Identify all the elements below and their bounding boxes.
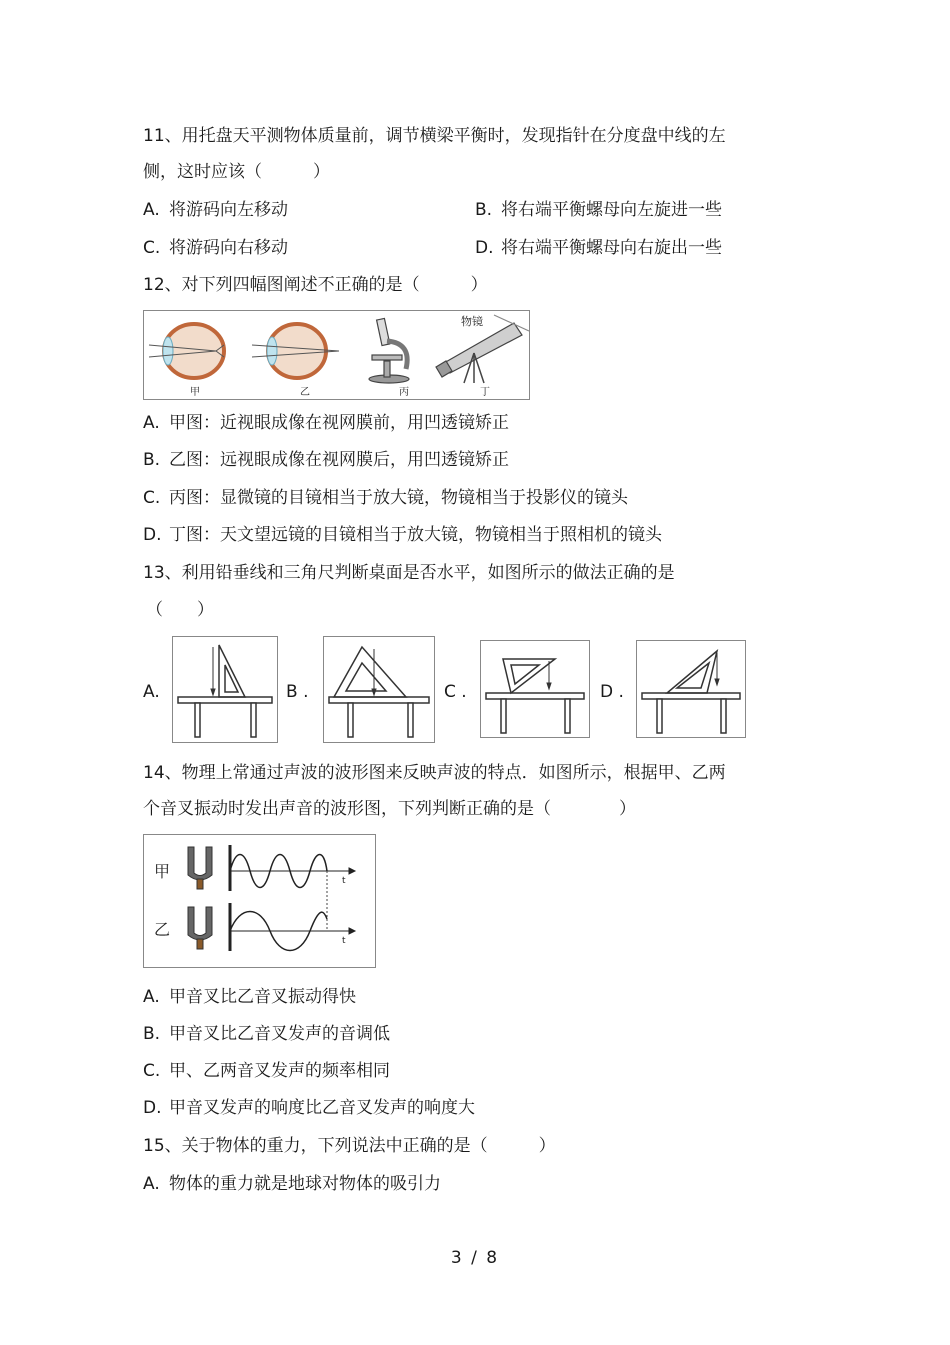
tuning-fork-icon [188, 847, 212, 889]
q12-figure-optics [143, 310, 530, 400]
option-text: 乙图：远视眼成像在视网膜后，用凹透镜矫正 [169, 450, 509, 470]
q11-option-c [143, 237, 288, 259]
triangle-ruler-icon [334, 647, 406, 697]
figure-label-yi: 乙 [300, 387, 310, 398]
triangle-ruler-icon [219, 645, 245, 697]
plumb-line-icon [372, 649, 376, 695]
q13-figure-d [636, 640, 746, 738]
option-text: 将游码向右移动 [169, 238, 288, 258]
option-letter: C. [143, 488, 161, 508]
q12-option-a [143, 412, 509, 434]
axis-label-t: t [342, 876, 346, 886]
q11-stem-line2: 侧，这时应该（ ） [143, 162, 330, 182]
q11-stem-line1: 11、用托盘天平测物体质量前，调节横梁平衡时，发现指针在分度盘中线的左 [143, 126, 726, 146]
q13-label-b: B . [286, 682, 309, 702]
q14-figure-waveforms [143, 834, 376, 968]
table-icon [329, 697, 429, 737]
option-letter: D. [143, 1098, 162, 1118]
axis-label-t: t [342, 936, 346, 946]
table-icon [178, 697, 272, 737]
option-text: 将右端平衡螺母向左旋进一些 [501, 200, 722, 220]
waveform-yi [230, 903, 355, 951]
q12-option-c [143, 487, 628, 509]
q14-option-d [143, 1097, 475, 1119]
option-letter: B. [475, 200, 493, 220]
eye-diagram-yi [252, 324, 339, 378]
option-letter: B. [143, 450, 161, 470]
option-letter: A. [143, 200, 160, 220]
q13-label-a: A. [143, 682, 160, 702]
table-icon [642, 693, 740, 733]
q12-option-d [143, 524, 662, 546]
eye-diagram-jia [149, 324, 224, 378]
telescope-objective-label: 物镜 [461, 315, 483, 328]
option-text: 甲图：近视眼成像在视网膜前，用凹透镜矫正 [169, 413, 509, 433]
plumb-line-icon [211, 647, 215, 695]
q13-label-c: C . [444, 682, 467, 702]
q11-option-d [475, 237, 722, 259]
q14-stem-line2: 个音叉振动时发出声音的波形图，下列判断正确的是（ ） [143, 799, 636, 819]
option-text: 丙图：显微镜的目镜相当于放大镜，物镜相当于投影仪的镜头 [169, 488, 628, 508]
q13-figure-b [323, 636, 435, 743]
q13-stem-line2: （ ） [146, 600, 214, 620]
triangle-ruler-icon [667, 651, 717, 693]
q13-stem-line1: 13、利用铅垂线和三角尺判断桌面是否水平，如图所示的做法正确的是 [143, 563, 675, 583]
q13-figure-c [480, 640, 590, 738]
option-text: 甲音叉比乙音叉振动得快 [169, 987, 356, 1007]
figure-label-jia: 甲 [190, 387, 200, 398]
row-label-yi: 乙 [154, 920, 171, 939]
option-letter: A. [143, 413, 160, 433]
page-number: 3 / 8 [450, 1248, 500, 1268]
option-text: 甲、乙两音叉发声的频率相同 [169, 1061, 390, 1081]
tuning-fork-icon [188, 907, 212, 949]
q12-stem: 12、对下列四幅图阐述不正确的是（ ） [143, 275, 488, 295]
option-text: 将右端平衡螺母向右旋出一些 [501, 238, 722, 258]
table-icon [486, 693, 584, 733]
q15-stem: 15、关于物体的重力，下列说法中正确的是（ ） [143, 1136, 556, 1156]
option-letter: A. [143, 987, 160, 1007]
figure-label-bing: 丙 [399, 387, 409, 398]
q12-option-b [143, 449, 509, 471]
q15-option-a [143, 1173, 441, 1195]
option-letter: D. [143, 525, 162, 545]
q14-option-b [143, 1023, 390, 1045]
option-letter: C. [143, 1061, 161, 1081]
option-text: 丁图：天文望远镜的目镜相当于放大镜，物镜相当于照相机的镜头 [169, 525, 662, 545]
microscope-diagram [369, 318, 409, 383]
option-text: 甲音叉比乙音叉发声的音调低 [169, 1024, 390, 1044]
q11-option-a [143, 199, 288, 221]
q14-option-c [143, 1060, 390, 1082]
option-letter: D. [475, 238, 494, 258]
waveform-jia [230, 845, 355, 891]
option-letter: B. [143, 1024, 161, 1044]
option-letter: A. [143, 1174, 160, 1194]
q13-label-d: D . [600, 682, 624, 702]
figure-label-ding: 丁 [480, 387, 490, 398]
q14-option-a [143, 986, 356, 1008]
q14-stem-line1: 14、物理上常通过声波的波形图来反映声波的特点．如图所示，根据甲、乙两 [143, 763, 726, 783]
option-text: 甲音叉发声的响度比乙音叉发声的响度大 [169, 1098, 475, 1118]
telescope-diagram [436, 314, 529, 383]
row-label-jia: 甲 [154, 862, 171, 881]
option-letter: C. [143, 238, 161, 258]
q11-option-b [475, 199, 722, 221]
option-text: 物体的重力就是地球对物体的吸引力 [169, 1174, 441, 1194]
triangle-ruler-icon [503, 659, 555, 693]
option-text: 将游码向左移动 [169, 200, 288, 220]
q13-figure-a [172, 636, 278, 743]
